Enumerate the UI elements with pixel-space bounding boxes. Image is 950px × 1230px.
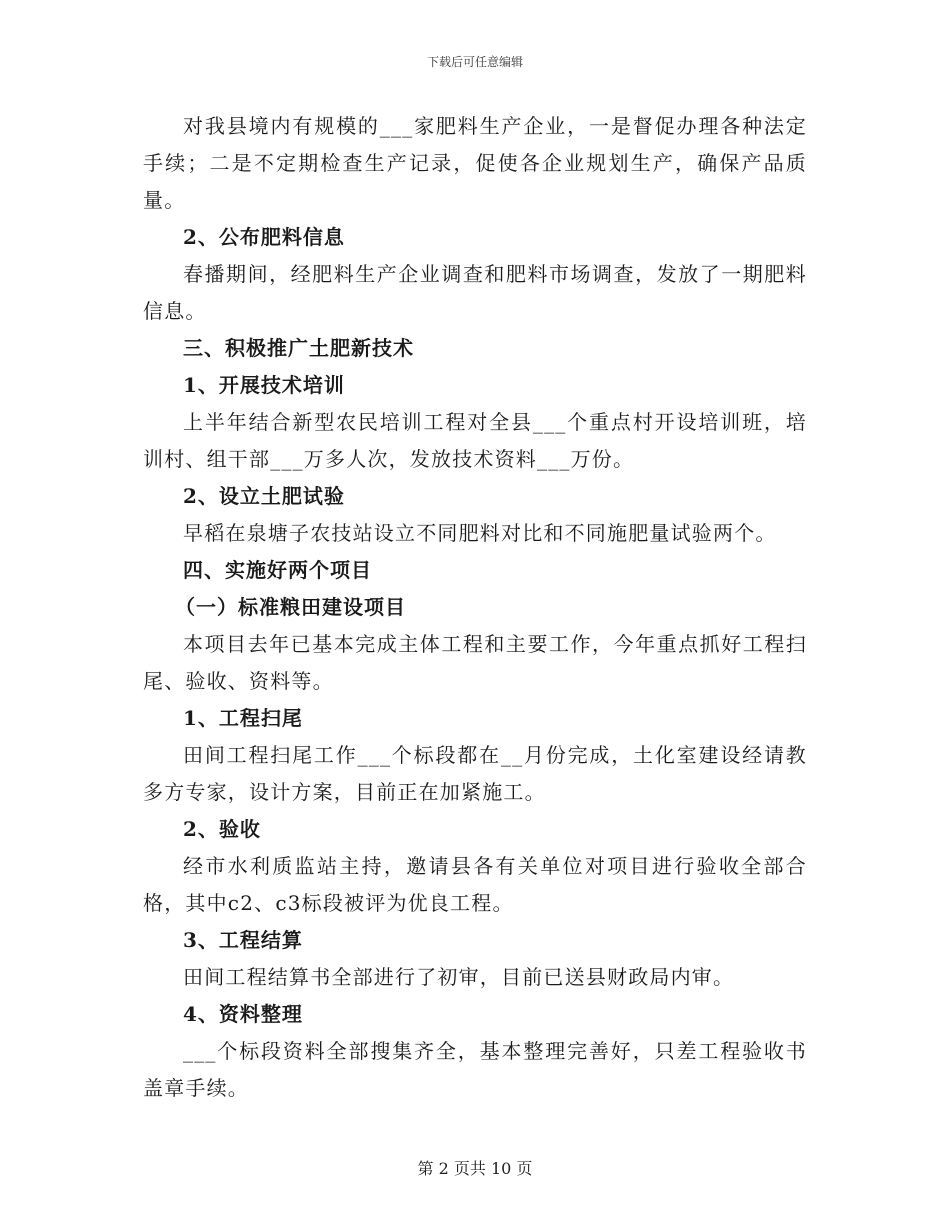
section-heading: 三、积极推广土肥新技术 [183,336,414,360]
section-heading: 2、设立土肥试验 [183,484,345,508]
section-heading: 3、工程结算 [183,928,303,952]
paragraph: 本项目去年已基本完成主体工程和主要工作，今年重点抓好工程扫尾、验收、资料等。 [143,632,807,693]
section-heading: 2、验收 [183,817,261,841]
page-number-footer: 第 2 页共 10 页 [417,1159,533,1178]
section-heading: 2、公布肥料信息 [183,225,345,249]
paragraph: 对我县境内有规模的___家肥料生产企业，一是督促办理各种法定手续；二是不定期检查生产记录，促使各企业规划生产，确保产品质量。 [143,114,807,212]
paragraph: 春播期间，经肥料生产企业调查和肥料市场调查，发放了一期肥料信息。 [143,262,807,323]
paragraph: 经市水利质监站主持，邀请县各有关单位对项目进行验收全部合格，其中c2、c3标段被评为优良工程。 [143,854,807,915]
section-heading: 1、工程扫尾 [183,706,303,730]
section-heading: （一）标准粮田建设项目 [175,595,406,619]
paragraph: 田间工程结算书全部进行了初审，目前已送县财政局内审。 [183,965,735,989]
paragraph: 早稻在泉塘子农技站设立不同肥料对比和不同施肥量试验两个。 [183,521,777,545]
paragraph: 上半年结合新型农民培训工程对全县___个重点村开设培训班，培训村、组干部___万多人次，发放技术资料___万份。 [143,410,807,471]
section-heading: 1、开展技术培训 [183,373,345,397]
paragraph: ___个标段资料全部搜集齐全，基本整理完善好，只差工程验收书盖章手续。 [143,1039,807,1100]
paragraph: 田间工程扫尾工作___个标段都在__月份完成，土化室建设经请教多方专家，设计方案，目前正在加紧施工。 [143,743,807,804]
document-body [143,108,807,1107]
page-header: 下载后可任意编辑 [426,55,523,69]
section-heading: 4、资料整理 [183,1002,303,1026]
section-heading: 四、实施好两个项目 [183,558,372,582]
